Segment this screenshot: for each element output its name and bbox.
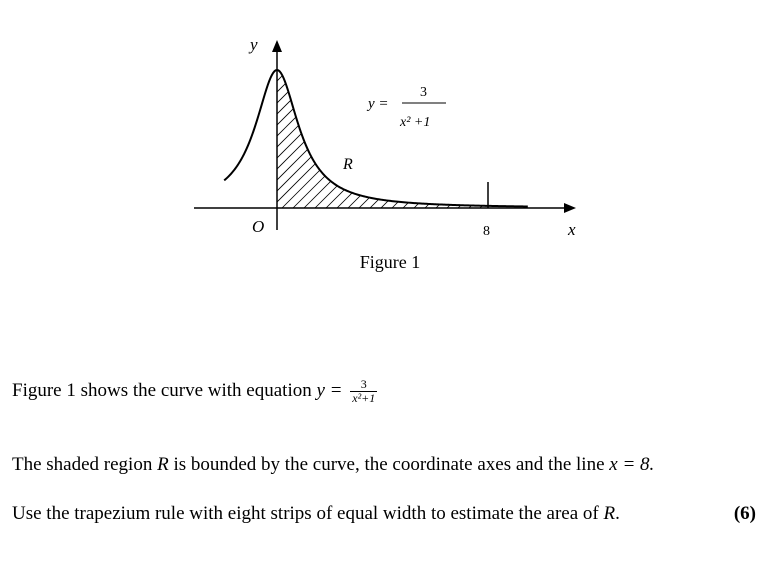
line2-region-r: R: [157, 454, 169, 475]
region-label: [341, 154, 357, 173]
hatch-line: [557, 48, 717, 208]
hatch-line: [535, 48, 695, 208]
x-tick-label: 8: [483, 224, 490, 239]
svg-text:x² +1: x² +1: [400, 115, 431, 130]
svg-text:R: R: [343, 156, 353, 173]
line1-fraction: [350, 378, 377, 405]
x-axis-arrow-icon: [564, 203, 576, 213]
hatch-line: [183, 48, 343, 208]
line3-region-r: R: [603, 503, 616, 524]
hatch-line: [128, 48, 288, 208]
figure-1: [0, 0, 780, 290]
hatch-line: [458, 48, 618, 208]
hatch-line: [436, 48, 596, 208]
line1-fraction-numerator: 3: [350, 378, 377, 392]
line1-text: Figure 1 shows the curve with equation: [12, 379, 317, 401]
hatch-line: [546, 48, 706, 208]
hatch-line: [590, 48, 750, 208]
curve-equation-label: [364, 84, 450, 136]
x-axis-label: x: [568, 220, 576, 239]
svg-text:3: 3: [420, 85, 427, 100]
hatch-line: [117, 48, 277, 208]
svg-text:y =: y =: [368, 96, 389, 112]
line2-math: x = 8.: [609, 454, 655, 475]
hatch-line: [161, 48, 321, 208]
hatch-line: [216, 48, 376, 208]
marks-label: (6): [733, 503, 756, 524]
hatch-line: [469, 48, 629, 208]
question-line-3: [12, 503, 620, 525]
hatch-line: [480, 48, 640, 208]
hatch-line: [447, 48, 607, 208]
hatch-line: [227, 48, 387, 208]
line2-post: is bounded by the curve, the coordinate axes and the line: [168, 454, 610, 475]
line2-pre: The shaded region: [12, 454, 158, 475]
question-line-1: [12, 378, 377, 405]
origin-label: O: [252, 217, 265, 236]
hatch-line: [150, 48, 310, 208]
figure-caption: Figure 1: [359, 252, 421, 272]
line1-fraction-denominator: x²+1: [352, 391, 376, 405]
y-axis-label: y: [250, 35, 258, 54]
hatch-line: [524, 48, 684, 208]
hatch-line: [205, 48, 365, 208]
line3-post: .: [615, 503, 620, 524]
line1-equation-lhs: y =: [316, 379, 348, 401]
hatch-line: [568, 48, 728, 208]
hatch-line: [579, 48, 739, 208]
hatch-line: [172, 48, 332, 208]
line3-pre: Use the trapezium rule with eight strips of equal width to estimate the area of: [12, 503, 604, 524]
question-line-2: [12, 454, 654, 476]
y-axis-arrow-icon: [272, 40, 282, 52]
hatch-line: [491, 48, 651, 208]
hatch-line: [502, 48, 662, 208]
hatch-line: [513, 48, 673, 208]
